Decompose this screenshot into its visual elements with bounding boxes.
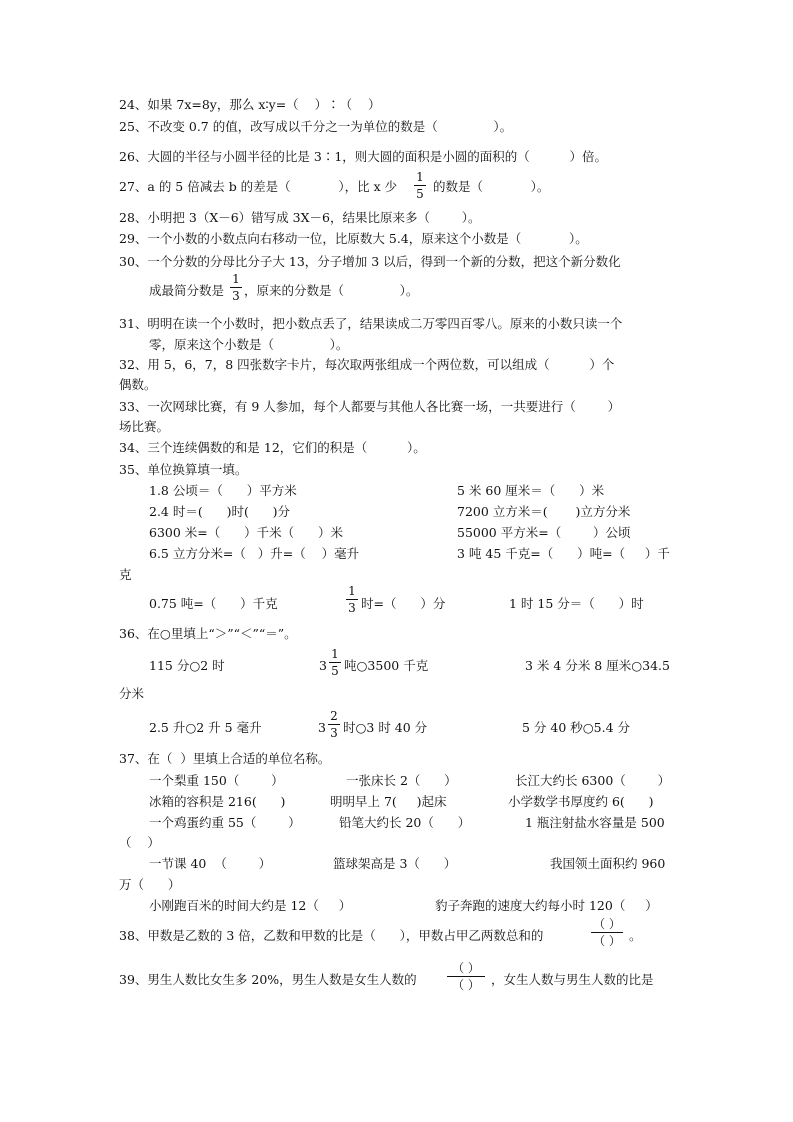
fraction-denominator: 5	[416, 187, 424, 201]
q37-item: 小学数学书厚度约 6( )	[508, 794, 654, 809]
question-38-end: 。	[629, 928, 642, 943]
question-37: 37、在（ ）里填上合适的单位名称。	[119, 751, 331, 766]
q37-item: 一个梨重 150（ ）	[149, 773, 284, 788]
q37-item: 长江大约长 6300（ ）	[515, 773, 671, 788]
fraction-bar	[414, 185, 426, 186]
question-30-line2-end: ，原来的分数是（ ）。	[244, 283, 419, 298]
q37-item: 我国领土面积约 960	[550, 856, 666, 871]
mixed-number-whole: 3	[318, 720, 326, 735]
question-25: 25、不改变 0.7 的值，改写成以千分之一为单位的数是（ ）。	[119, 119, 513, 134]
fraction-denominator: 5	[331, 664, 339, 678]
q37-item: 一个鸡蛋约重 55（ ）	[149, 815, 301, 830]
q36-item: 5 分 40 秒○5.4 分	[522, 720, 631, 735]
question-28: 28、小明把 3（X－6）错写成 3X－6，结果比原来多（ ）。	[119, 210, 481, 225]
q37-item: 一节课 40 （ ）	[149, 856, 272, 871]
q36-item: 吨○3500 千克	[344, 658, 429, 673]
fraction-numerator: 1	[348, 584, 356, 598]
q35-item: 时=（ ）分	[361, 596, 446, 611]
question-29: 29、一个小数的小数点向右移动一位，比原数大 5.4，原来这个小数是（ ）。	[119, 231, 588, 246]
q37-item: 一张床长 2（ ）	[346, 773, 457, 788]
question-31-line1: 31、明明在读一个小数时，把小数点丢了，结果读成二万零四百零八。原来的小数只读一个	[119, 316, 623, 331]
q36-item: 115 分○2 时	[149, 658, 225, 673]
q35-item: 1 时 15 分＝（ ）时	[509, 596, 644, 611]
q35-item: 0.75 吨=（ ）千克	[149, 596, 278, 611]
fraction-bar	[346, 599, 358, 600]
fraction-one-third	[230, 272, 242, 303]
question-38: 38、甲数是乙数的 3 倍，乙数和甲数的比是（ ），甲数占甲乙两数总和的	[119, 928, 544, 943]
mixed-number-whole: 3	[319, 658, 327, 673]
fraction-numerator: 2	[330, 709, 338, 723]
question-30-line1: 30、一个分数的分母比分子大 13，分子增加 3 以后，得到一个新的分数，把这个新分数化	[119, 254, 621, 269]
question-39: 39、男生人数比女生多 20%，男生人数是女生人数的	[119, 972, 417, 987]
question-35: 35、单位换算填一填。	[119, 462, 248, 477]
question-34: 34、三个连续偶数的和是 12，它们的积是（ ）。	[119, 440, 426, 455]
question-36: 36、在○里填上“＞”“＜”“＝”。	[119, 626, 297, 641]
question-27-part1: 27、a 的 5 倍减去 b 的差是（ ），比 x 少	[119, 179, 398, 194]
fraction-two-thirds	[328, 709, 340, 740]
question-32-line2: 偶数。	[119, 377, 157, 392]
blank-fraction	[447, 961, 485, 992]
fraction-one-fifth	[414, 170, 426, 201]
q37-item: 小刚跑百米的时间大约是 12（ ）	[149, 898, 352, 913]
q36-item: 2.5 升○2 升 5 毫升	[149, 720, 262, 735]
q36-item: 时○3 时 40 分	[343, 720, 428, 735]
question-27-part2: 的数是（ ）。	[433, 179, 550, 194]
q35-item: 5 米 60 厘米＝（ ）米	[457, 483, 605, 498]
q35-item: 7200 立方米＝( )立方分米	[457, 504, 631, 519]
fraction-denominator: 3	[232, 289, 240, 303]
question-33-line2: 场比赛。	[119, 419, 170, 434]
q35-item: 6300 米=（ ）千米（ ）米	[149, 525, 343, 540]
question-31-line2: 零，原来这个小数是（ ）。	[149, 337, 349, 352]
question-30-line2: 成最简分数是	[149, 283, 225, 298]
q36-item-wrap: 分米	[119, 686, 145, 701]
q35-item: 1.8 公顷＝（ ）平方米	[149, 483, 297, 498]
fraction-numerator: （ ）	[593, 917, 621, 931]
fraction-one-fifth	[329, 647, 341, 678]
question-32-line1: 32、用 5，6，7，8 四张数字卡片，每次取两张组成一个两位数，可以组成（ ）个	[119, 357, 615, 372]
fraction-numerator: （ ）	[452, 961, 480, 975]
q37-item: 豹子奔跑的速度大约每小时 120（ ）	[435, 898, 658, 913]
fraction-denominator: 3	[348, 601, 356, 615]
question-33-line1: 33、一次网球比赛，有 9 人参加，每个人都要与其他人各比赛一场，一共要进行（ ）	[119, 399, 621, 414]
q37-item: 铅笔大约长 20（ ）	[339, 815, 471, 830]
q36-item: 3 米 4 分米 8 厘米○34.5	[525, 658, 670, 673]
fraction-bar	[230, 287, 242, 288]
q37-item: 篮球架高是 3（ ）	[333, 856, 457, 871]
fraction-denominator: （ ）	[593, 934, 621, 948]
q37-item: 明明早上 7( )起床	[330, 794, 447, 809]
question-39-end: ，女生人数与男生人数的比是	[491, 972, 654, 987]
q37-item: 冰箱的容积是 216( )	[149, 794, 286, 809]
question-24: 24、如果 7x=8y，那么 x∶y=（ ）∶（ ）	[119, 97, 381, 112]
q37-item-wrap: 万（ ）	[119, 877, 181, 892]
question-26: 26、大圆的半径与小圆半径的比是 3∶1，则大圆的面积是小圆的面积的（ ）倍。	[119, 149, 608, 164]
q37-item-wrap: （ ）	[119, 835, 160, 850]
fraction-numerator: 1	[416, 170, 424, 184]
q37-item: 1 瓶注射盐水容量是 500	[525, 815, 665, 830]
q35-item: 6.5 立方分米=（ ）升=（ ）毫升	[149, 546, 360, 561]
q35-item: 3 吨 45 千克=（ ）吨=（ ）千	[457, 546, 670, 561]
q35-item-wrap: 克	[119, 567, 132, 582]
fraction-numerator: 1	[331, 647, 339, 661]
fraction-bar	[447, 976, 485, 977]
fraction-bar	[328, 724, 340, 725]
fraction-bar	[329, 662, 341, 663]
fraction-numerator: 1	[232, 272, 240, 286]
fraction-one-third	[346, 584, 358, 615]
blank-fraction	[591, 917, 623, 948]
fraction-denominator: （ ）	[452, 978, 480, 992]
q35-item: 55000 平方米=（ ）公顷	[457, 525, 631, 540]
q35-item: 2.4 时＝( )时( )分	[149, 504, 291, 519]
fraction-denominator: 3	[330, 726, 338, 740]
fraction-bar	[591, 932, 623, 933]
